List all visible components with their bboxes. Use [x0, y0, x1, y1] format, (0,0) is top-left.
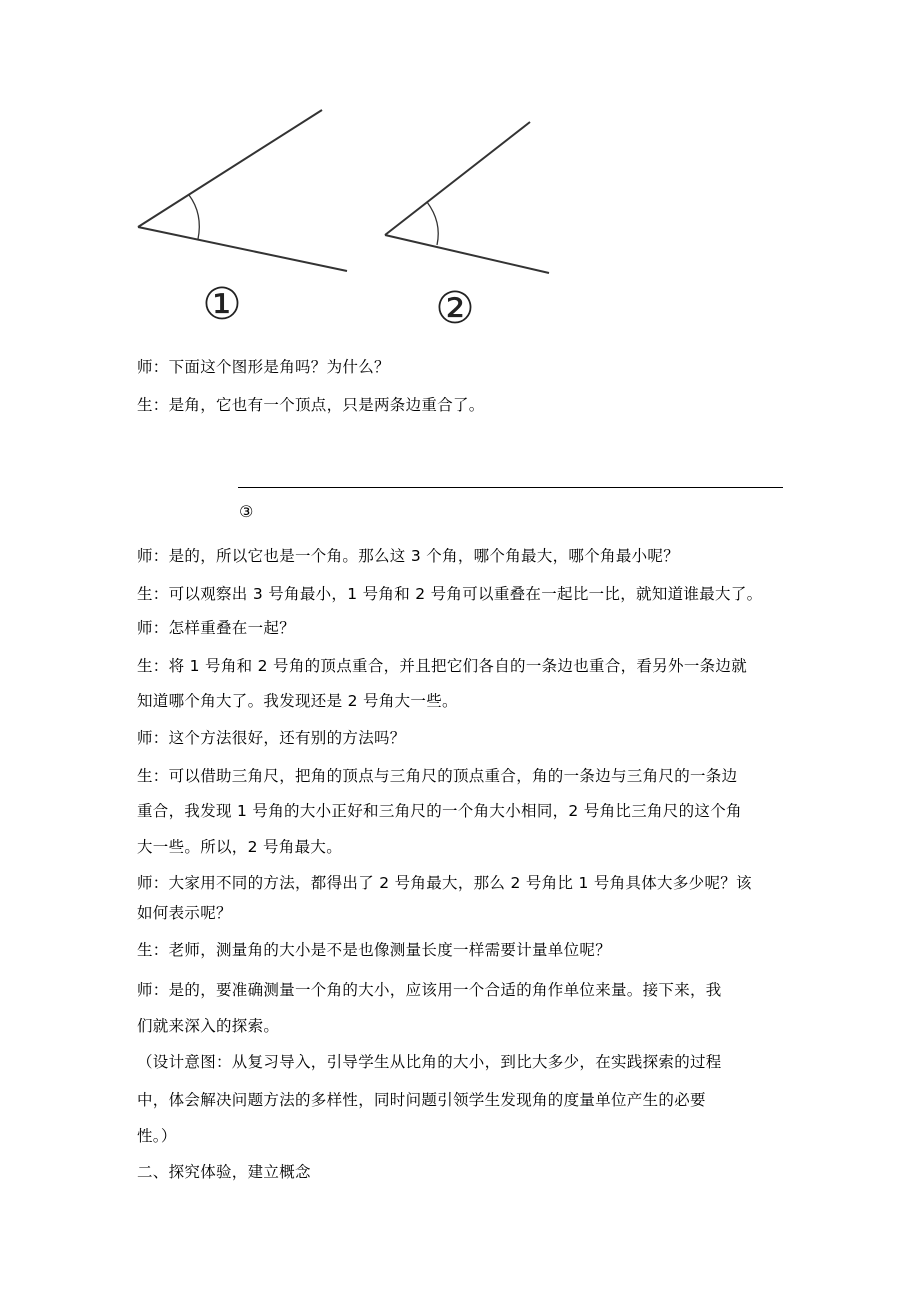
text-line: 师：大家用不同的方法，都得出了 2 号角最大，那么 2 号角比 1 号角具体大多少呢？该	[137, 874, 752, 892]
text-line: 知道哪个角大了。我发现还是 2 号角大一些。	[137, 692, 458, 710]
angle-1	[138, 110, 347, 271]
text-line: 生：将 1 号角和 2 号角的顶点重合，并且把它们各自的一条边也重合，看另外一条边就	[137, 657, 748, 675]
angle-2	[385, 122, 549, 273]
text-line: 性。）	[137, 1127, 177, 1145]
angle-2-upper-ray	[385, 122, 530, 235]
text-line: 生：是角，它也有一个顶点，只是两条边重合了。	[137, 396, 485, 414]
text-line: （设计意图：从复习导入，引导学生从比角的大小，到比大多少，在实践探索的过程	[137, 1053, 722, 1071]
angle-1-lower-ray	[138, 227, 347, 271]
text-line: 大一些。所以，2 号角最大。	[137, 838, 342, 856]
text-line: 师：下面这个图形是角吗？为什么？	[137, 358, 390, 376]
text-line: 如何表示呢？	[137, 904, 232, 922]
text-line: 师：怎样重叠在一起？	[137, 619, 296, 637]
text-line: 中，体会解决问题方法的多样性，同时问题引领学生发现角的度量单位产生的必要	[137, 1091, 706, 1109]
angle-3-label: ③	[239, 502, 254, 521]
angle-2-arc	[427, 202, 438, 245]
angle-1-upper-ray	[138, 110, 322, 227]
text-line: 师：是的，所以它也是一个角。那么这 3 个角，哪个角最大，哪个角最小呢？	[137, 547, 680, 565]
section-heading: 二、探究体验，建立概念	[137, 1163, 311, 1181]
text-line: 师：这个方法很好，还有别的方法吗？	[137, 729, 406, 747]
text-line: 生：可以借助三角尺，把角的顶点与三角尺的顶点重合，角的一条边与三角尺的一条边	[137, 767, 738, 785]
text-line: 生：可以观察出 3 号角最小，1 号角和 2 号角可以重叠在一起比一比，就知道谁最大了。	[137, 585, 763, 603]
text-line: 生：老师，测量角的大小是不是也像测量长度一样需要计量单位呢？	[137, 941, 612, 959]
angle-1-arc	[189, 195, 199, 239]
angles-figure	[0, 0, 920, 340]
angle-2-label: ②	[435, 283, 475, 334]
angle-1-label: ①	[202, 279, 242, 330]
angle-3-line	[238, 487, 783, 488]
text-line: 们就来深入的探索。	[137, 1017, 280, 1035]
angle-2-lower-ray	[385, 235, 549, 273]
text-line: 师：是的，要准确测量一个角的大小，应该用一个合适的角作单位来量。接下来，我	[137, 981, 722, 999]
text-line: 重合，我发现 1 号角的大小正好和三角尺的一个角大小相同，2 号角比三角尺的这个角	[137, 802, 742, 820]
